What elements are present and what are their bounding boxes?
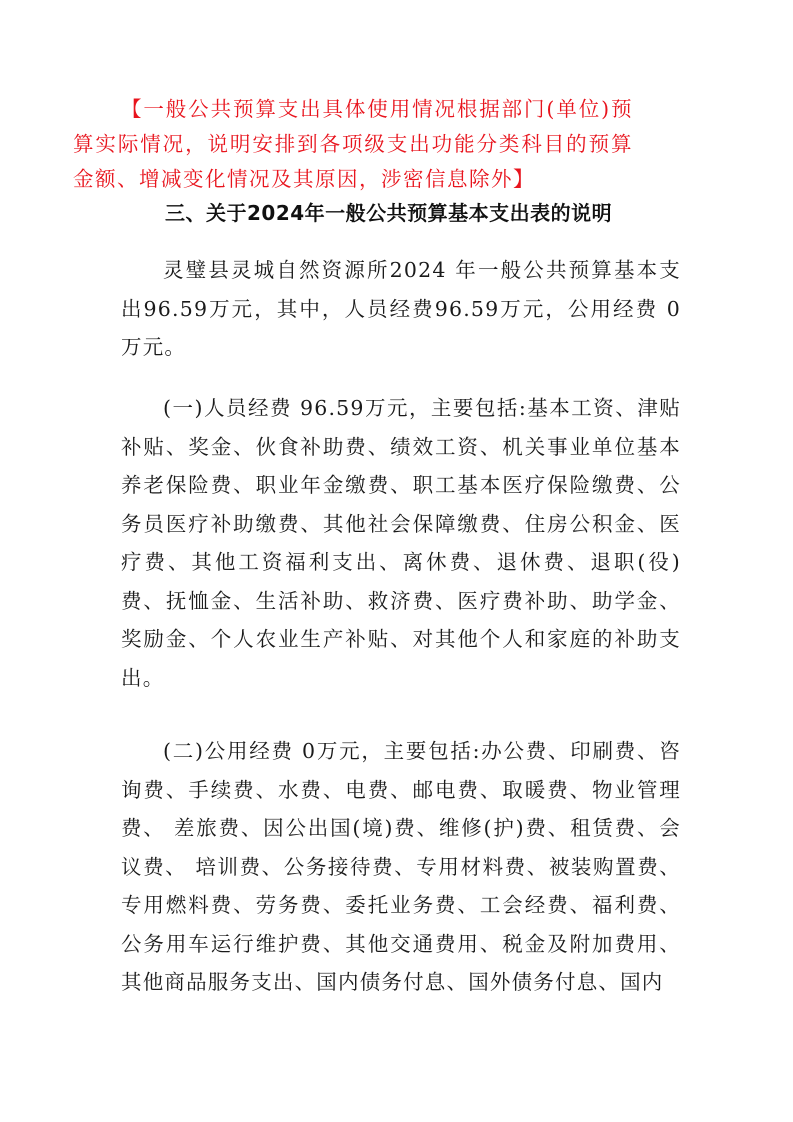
- instruction-note: [73, 92, 633, 197]
- paragraph-personnel-expenses: (一)人员经费 96.59万元，主要包括:基本工资、津贴补贴、奖金、伙食补助费、绩效工资、机关事业单位基本养老保险费、职业年金缴费、职工基本医疗保险缴费、公务员医疗补助缴费、其他社会保障缴费、住房公积金、医疗费、其他工资福利支出、离休费、退休费、退职(役)费、抚恤金、生活补助、救济费、医疗费补助、助学金、奖励金、个人农业生产补贴、对其他个人和家庭的补助支出。: [121, 396, 681, 690]
- paragraph-public-expenses: (二)公用经费 0万元，主要包括:办公费、印刷费、咨询费、手续费、水费、电费、邮电费、取暖费、物业管理费、 差旅费、因公出国(境)费、维修(护)费、租赁费、会议费、 培训费、公务接待费、专用材料费、被装购置费、专用燃料费、劳务费、委托业务费、工会经费、福利费、公务用车运行维护费、其他交通费用、税金及附加费用、其他商品服务支出、国内债务付息、国外债务付息、国内: [121, 739, 681, 994]
- section-heading: 三、关于2024年一般公共预算基本支出表的说明: [165, 201, 613, 225]
- instruction-note-text: 【一般公共预算支出具体使用情况根据部门(单位)预算实际情况，说明安排到各项级支出功能分类科目的预算金额、增减变化情况及其原因，涉密信息除外】: [73, 97, 633, 191]
- paragraph-summary: 灵璧县灵城自然资源所2024 年一般公共预算基本支出96.59万元，其中，人员经费96.59万元，公用经费 0万元。: [121, 258, 681, 359]
